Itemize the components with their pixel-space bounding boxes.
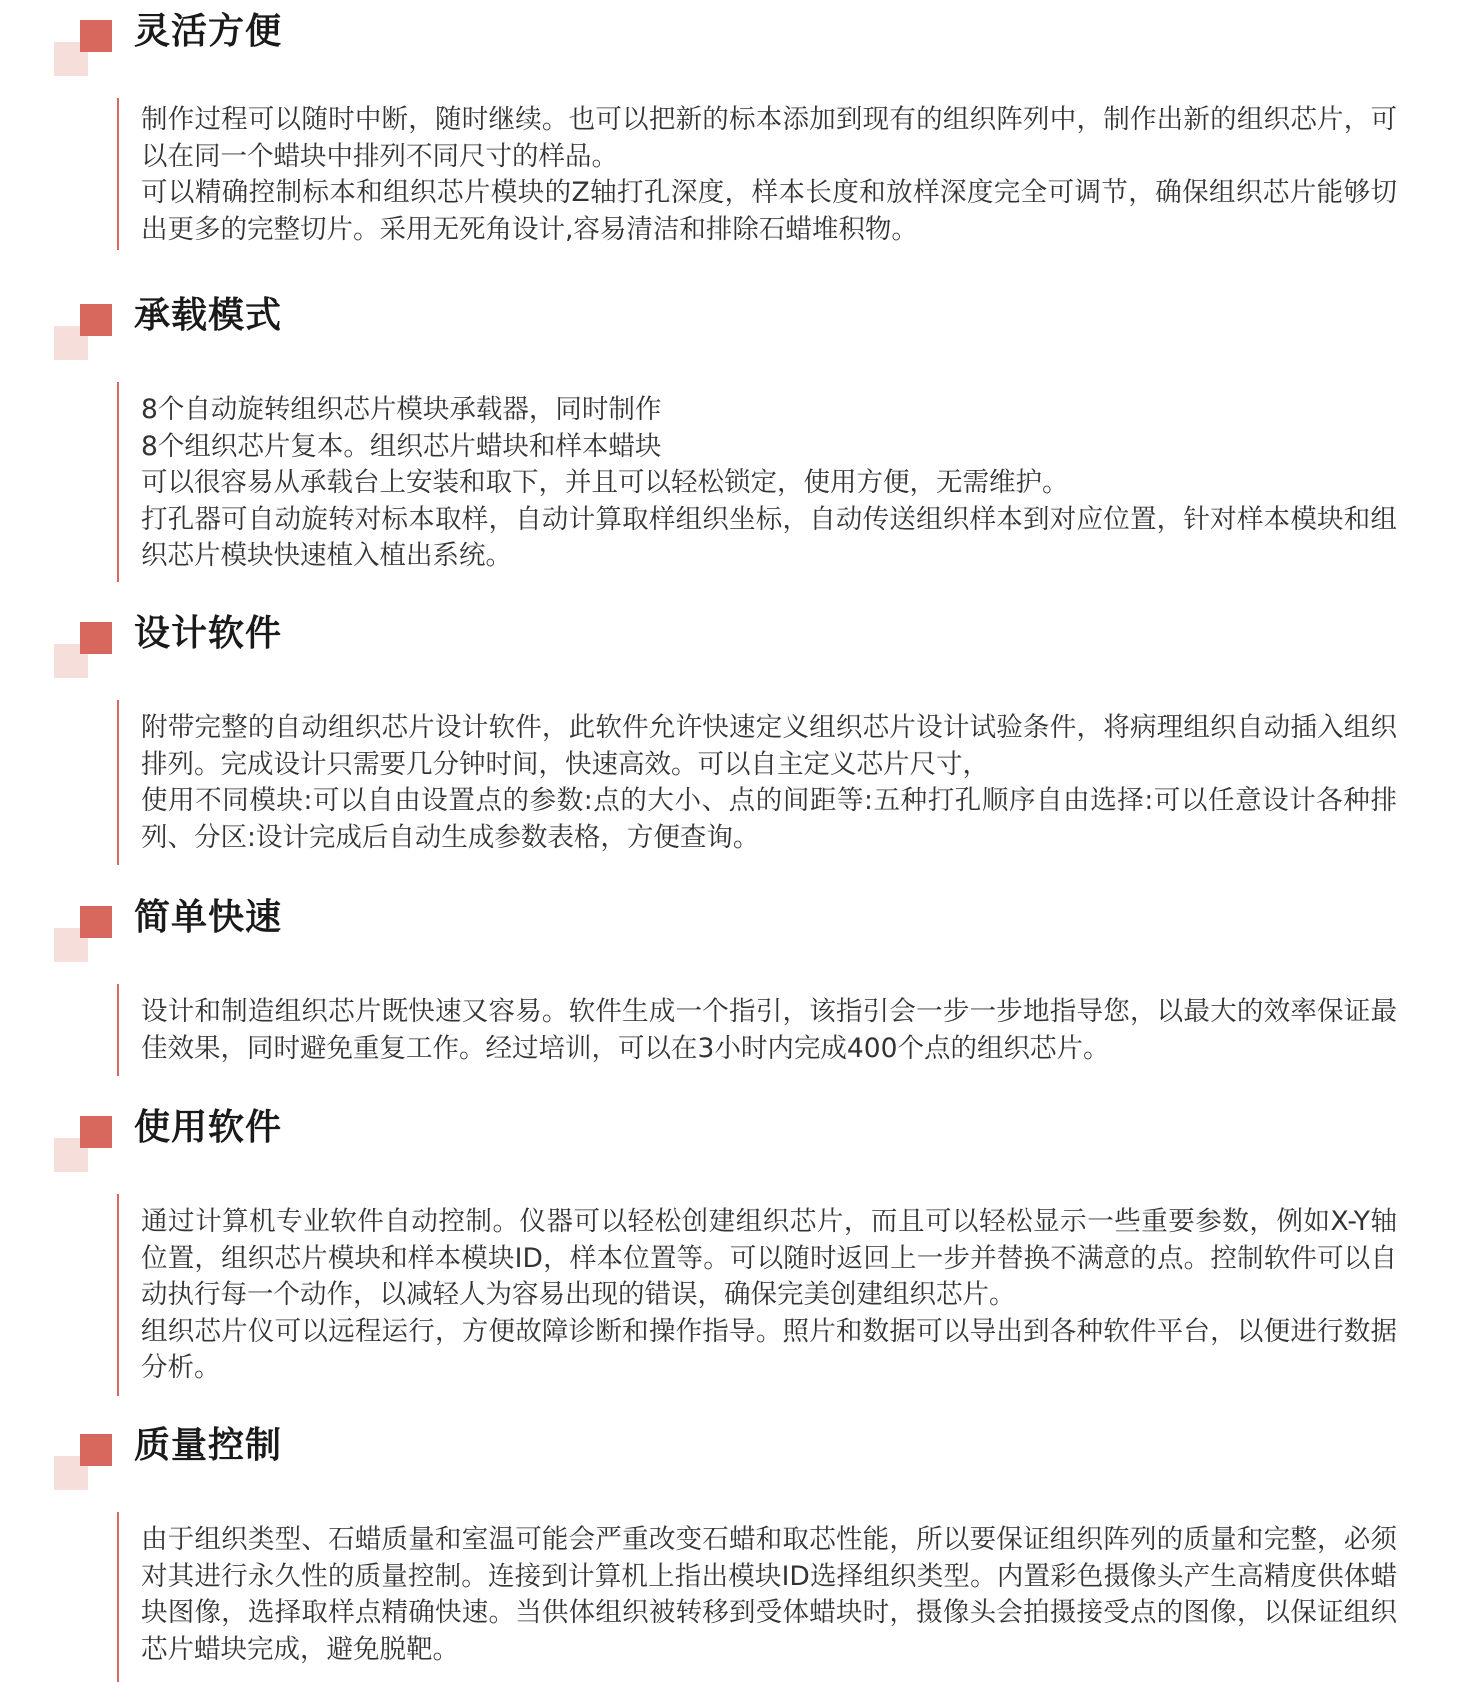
section-body	[117, 1194, 1397, 1396]
paragraph: 组织芯片仪可以远程运行，方便故障诊断和操作指导。照片和数据可以导出到各种软件平台，以便进行数据分析。	[141, 1315, 1397, 1383]
paragraph: 通过计算机专业软件自动控制。仪器可以轻松创建组织芯片，而且可以轻松显示一些重要参数，例如X-Y轴位置，组织芯片模块和样本模块ID，样本位置等。可以随时返回上一步并替换不满意的点。控制软件可以自动执行每一个动作，以减轻人为容易出现的错误，确保完美创建组织芯片。	[141, 1206, 1397, 1310]
square-marker-icon	[54, 906, 110, 962]
square-marker-icon	[54, 1434, 110, 1490]
paragraph: 制作过程可以随时中断，随时继续。也可以把新的标本添加到现有的组织阵列中，制作出新的组织芯片，可以在同一个蜡块中排列不同尺寸的样品。	[141, 104, 1397, 172]
paragraph: 使用不同模块:可以自由设置点的参数:点的大小、点的间距等:五种打孔顺序自由选择:可以任意设计各种排列、分区:设计完成后自动生成参数表格，方便查询。	[141, 785, 1397, 853]
square-marker-icon	[54, 304, 110, 360]
paragraph: 由于组织类型、石蜡质量和室温可能会严重改变石蜡和取芯性能，所以要保证组织阵列的质量和完整，必须对其进行永久性的质量控制。连接到计算机上指出模块ID选择组织类型。内置彩色摄像头产生高精度供体蜡块图像，选择取样点精确快速。当供体组织被转移到受体蜡块时，摄像头会拍摄接受点的图像，以保证组织芯片蜡块完成，避免脱靶。	[141, 1524, 1397, 1665]
paragraph: 8个组织芯片复本。组织芯片蜡块和样本蜡块	[141, 430, 662, 462]
paragraph: 8个自动旋转组织芯片模块承载器，同时制作	[141, 394, 662, 425]
section-body	[117, 984, 1397, 1076]
section-body	[117, 700, 1397, 865]
square-marker-icon	[54, 1116, 110, 1172]
section-title: 承载模式	[134, 295, 283, 336]
section-title: 使用软件	[134, 1107, 283, 1148]
section-body	[117, 98, 1397, 250]
section-title: 设计软件	[134, 613, 283, 654]
square-marker-icon	[54, 622, 110, 678]
paragraph: 可以精确控制标本和组织芯片模块的Z轴打孔深度，样本长度和放样深度完全可调节，确保组织芯片能够切出更多的完整切片。采用无死角设计,容易清洁和排除石蜡堆积物。	[141, 177, 1397, 245]
paragraph: 附带完整的自动组织芯片设计软件，此软件允许快速定义组织芯片设计试验条件，将病理组织自动插入组织排列。完成设计只需要几分钟时间，快速高效。可以自主定义芯片尺寸，	[141, 712, 1397, 780]
paragraph: 打孔器可自动旋转对标本取样，自动计算取样组织坐标，自动传送组织样本到对应位置，针对样本模块和组织芯片模块快速植入植出系统。	[141, 503, 1397, 571]
section-body	[117, 382, 1397, 582]
paragraph: 设计和制造组织芯片既快速又容易。软件生成一个指引，该指引会一步一步地指导您，以最大的效率保证最佳效果，同时避免重复工作。经过培训，可以在3小时内完成400个点的组织芯片。	[141, 996, 1397, 1064]
section-title: 灵活方便	[134, 11, 283, 52]
section-title: 简单快速	[134, 897, 283, 938]
section-title: 质量控制	[134, 1425, 283, 1466]
paragraph: 可以很容易从承载台上安装和取下，并且可以轻松锁定，使用方便，无需维护。	[141, 467, 1069, 498]
square-marker-icon	[54, 20, 110, 76]
section-body	[117, 1512, 1397, 1682]
